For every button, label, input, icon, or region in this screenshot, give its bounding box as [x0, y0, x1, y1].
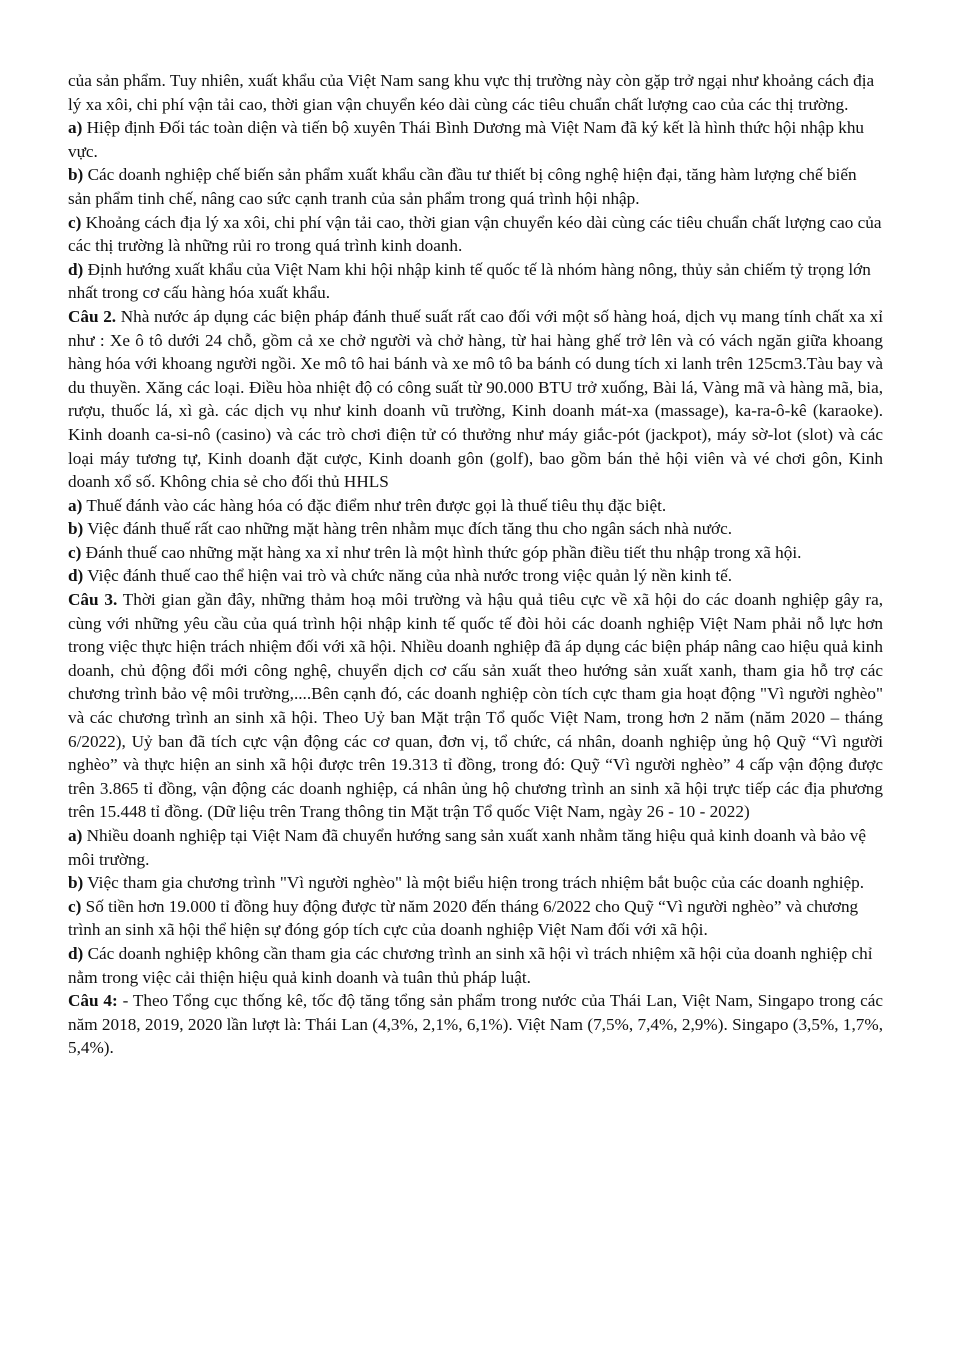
q3-option-a: [68, 824, 883, 871]
option-text: Các doanh nghiệp không cần tham gia các chương trình an sinh xã hội vì trách nhiệm xã hội của doanh nghiệp chỉ nằm trong việc cải thiện hiệu quả kinh doanh và tuân thủ pháp luật.: [68, 943, 873, 987]
option-label: b): [68, 165, 84, 185]
option-text: Việc tham gia chương trình "Vì người nghèo" là một biểu hiện trong trách nhiệm bắt buộc của các doanh nghiệp.: [83, 873, 865, 893]
option-label: c): [68, 212, 82, 232]
option-text: Các doanh nghiệp chế biến sản phẩm xuất khẩu cần đầu tư thiết bị công nghệ hiện đại, tăng hàm lượng chế biến sản phẩm tinh chế, nâng cao sức cạnh tranh của sản phẩm trong quá trình hội nhập.: [68, 165, 857, 208]
q1-option-d: [68, 258, 883, 305]
q2-option-a: [68, 494, 883, 518]
q1-option-a: [68, 116, 883, 163]
q3-option-d: [68, 942, 883, 989]
question-body: - Theo Tổng cục thống kê, tốc độ tăng tổng sản phẩm trong nước của Thái Lan, Việt Nam, Singapo trong các năm 2018, 2019, 2020 lần lượt là: Thái Lan (4,3%, 2,1%, 6,1%). Việt Nam (7,5%, 7,4%, 2,9%). Singapo (3,5%, 1,7%, 5,4%).: [68, 991, 883, 1058]
option-text: Thuế đánh vào các hàng hóa có đặc điểm như trên được gọi là thuế tiêu thụ đặc biệt.: [82, 495, 667, 515]
option-label: d): [68, 943, 84, 963]
question-title: Câu 3.: [68, 590, 118, 610]
option-label: d): [68, 566, 84, 586]
q4-stem: [68, 989, 883, 1060]
option-text: Nhiều doanh nghiệp tại Việt Nam đã chuyển hướng sang sản xuất xanh nhằm tăng hiệu quả kinh doanh và bảo vệ môi trường.: [68, 826, 866, 869]
option-label: a): [68, 495, 83, 515]
option-label: c): [68, 896, 82, 916]
q1-option-b: [68, 163, 883, 210]
document-page: [68, 69, 883, 1060]
q2-option-d: [68, 564, 883, 588]
option-label: a): [68, 118, 83, 138]
option-text: Khoảng cách địa lý xa xôi, chi phí vận tải cao, thời gian vận chuyển kéo dài cùng các tiêu chuẩn chất lượng cao của các thị trường là những rủi ro trong quá trình kinh doanh.: [68, 212, 882, 256]
question-body: Nhà nước áp dụng các biện pháp đánh thuế suất rất cao đối với một số hàng hoá, dịch vụ mang tính chất xa xỉ như : Xe ô tô dưới 24 chỗ, gồm cả xe chở người và chở hàng, từ hai hàng ghế trở lên và có vách ngăn giữa khoang hàng hóa với khoang người ngồi. Xe mô tô hai bánh và xe mô tô ba bánh có dung tích xi lanh trên 125cm3.Tàu bay và du thuyền. Xăng các loại. Điều hòa nhiệt độ có công suất từ 90.000 BTU trở xuống, Bài lá, Vàng mã và hàng mã, bia, rượu, thuốc lá, xì gà. các dịch vụ như kinh doanh vũ trường, Kinh doanh mát-xa (massage), ka-ra-ô-kê (karaoke). Kinh doanh ca-si-nô (casino) và các trò chơi điện tử có thưởng như máy giắc-pót (jackpot), máy sờ-lot (slot) và các loại máy tương tự, Kinh doanh đặt cược, Kinh doanh gôn (golf), bao gồm bán thẻ hội viên và vé chơi gôn, Kinh doanh xổ số. Không chia sẻ cho đối thủ HHLS: [68, 306, 883, 492]
question-title: Câu 4:: [68, 991, 118, 1011]
option-label: c): [68, 542, 82, 562]
option-label: d): [68, 259, 84, 279]
q2-option-b: [68, 517, 883, 541]
option-label: a): [68, 826, 83, 845]
q3-option-c: [68, 895, 883, 942]
q3-option-b: [68, 871, 883, 895]
q2-option-c: [68, 541, 883, 565]
q2-stem: [68, 305, 883, 494]
option-label: b): [68, 873, 84, 893]
question-body: Thời gian gần đây, những thảm hoạ môi trường và hậu quả tiêu cực về xã hội do các doanh nghiệp gây ra, cùng với những yêu cầu của quá trình hội nhập kinh tế quốc tế đòi hỏi các doanh nghiệp Việt Nam phải nỗ lực hơn trong việc thực hiện trách nhiệm đối với xã hội. Nhiều doanh nghiệp đã áp dụng các biện pháp nâng cao hiệu quả kinh doanh, chủ động đổi mới công nghệ, chuyển dịch cơ cấu sản xuất theo hướng sản xuất xanh, tham gia hỗ trợ các chương trình bảo vệ môi trường,....Bên cạnh đó, các doanh nghiệp còn tích cực tham gia hoạt động "Vì người nghèo" và các chương trình an sinh xã hội. Theo Uỷ ban Mặt trận Tổ quốc Việt Nam, trong hơn 2 năm (năm 2020 – tháng 6/2022), Uỷ ban đã tích cực vận động các cơ quan, đơn vị, tổ chức, cá nhân, doanh nghiệp ủng hộ Quỹ “Vì người nghèo” và thực hiện an sinh xã hội được trên 19.313 tỉ đồng, trong đó: Quỹ “Vì người nghèo” 4 cấp vận động được trên 3.865 tỉ đồng, vận động các doanh nghiệp, cá nhân ủng hộ chương trình an sinh xã hội trực tiếp các địa phương trên 15.448 tỉ đồng. (Dữ liệu trên Trang thông tin Mặt trận Tổ quốc Việt Nam, ngày 26 - 10 - 2022): [68, 590, 883, 822]
intro-text: của sản phẩm. Tuy nhiên, xuất khẩu của Việt Nam sang khu vực thị trường này còn gặp trở ngại như khoảng cách địa lý xa xôi, chi phí vận tải cao, thời gian vận chuyển kéo dài cùng các tiêu chuẩn chất lượng cao của các thị trường.: [68, 71, 875, 114]
option-text: Số tiền hơn 19.000 tỉ đồng huy động được từ năm 2020 đến tháng 6/2022 cho Quỹ “Vì người nghèo” và chương trình an sinh xã hội thể hiện sự đóng góp tích cực của doanh nghiệp Việt Nam đối với xã hội.: [68, 896, 859, 940]
q3-stem: [68, 588, 883, 824]
question-title: Câu 2.: [68, 306, 117, 326]
option-text: Định hướng xuất khẩu của Việt Nam khi hội nhập kinh tế quốc tế là nhóm hàng nông, thủy sản chiếm tỷ trọng lớn nhất trong cơ cấu hàng hóa xuất khẩu.: [68, 259, 871, 303]
option-text: Việc đánh thuế cao thể hiện vai trò và chức năng của nhà nước trong việc quản lý nền kinh tế.: [83, 566, 733, 586]
option-text: Việc đánh thuế rất cao những mặt hàng trên nhằm mục đích tăng thu cho ngân sách nhà nước.: [83, 519, 733, 539]
intro-paragraph: [68, 69, 883, 116]
option-label: b): [68, 519, 84, 539]
q1-option-c: [68, 211, 883, 258]
option-text: Hiệp định Đối tác toàn diện và tiến bộ xuyên Thái Bình Dương mà Việt Nam đã ký kết là hình thức hội nhập khu vực.: [68, 118, 865, 161]
option-text: Đánh thuế cao những mặt hàng xa xỉ như trên là một hình thức góp phần điều tiết thu nhập trong xã hội.: [81, 542, 802, 562]
